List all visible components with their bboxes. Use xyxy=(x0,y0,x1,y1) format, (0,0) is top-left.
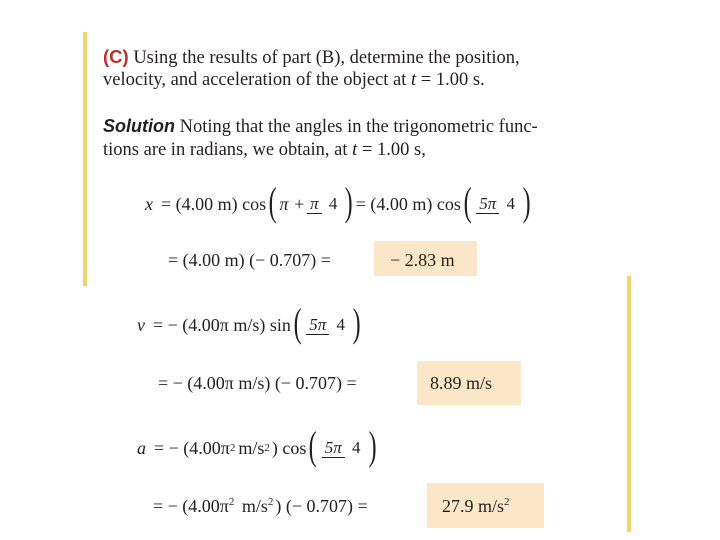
part-label: (C) xyxy=(103,46,129,67)
position-equation: x = (4.00 m) cos ( π + π 4 ) = (4.00 m) cos ( 5π 4 ) xyxy=(145,179,531,224)
right-paren: ) xyxy=(345,179,354,224)
position-answer: − 2.83 m xyxy=(390,250,455,270)
problem-line-1 xyxy=(103,46,520,69)
acceleration-variable: a xyxy=(137,437,146,458)
fraction-5pi-over-4: 5π 4 xyxy=(306,315,348,335)
velocity-equation: v = − (4.00π m/s) sin ( 5π 4 ) xyxy=(137,300,361,345)
problem-line-2: velocity, and acceleration of the object at t = 1.00 s. xyxy=(103,70,485,90)
fraction-pi-over-4: π 4 xyxy=(307,194,340,214)
time-symbol-2: t xyxy=(352,140,358,160)
solution-line-1 xyxy=(103,116,538,138)
velocity-variable: v xyxy=(137,314,145,335)
solution-text-1: Noting that the angles in the trigonometric func- xyxy=(179,117,538,137)
position-variable: x xyxy=(145,193,153,214)
solution-heading: Solution xyxy=(103,116,175,136)
left-accent-bar xyxy=(83,32,87,286)
acceleration-equation-line-2: = − ($4.00\pi^2$ $m/s^2$ ) (− 0.707) = xyxy=(153,496,368,516)
right-accent-bar xyxy=(627,276,631,532)
left-paren: ( xyxy=(268,179,277,224)
time-symbol: t xyxy=(411,70,417,90)
fraction-5pi-over-4: 5π 4 xyxy=(476,194,518,214)
acceleration-answer: 27.9 $m/s^2$ xyxy=(442,496,510,516)
position-equation-line-2: = (4.00 m) (− 0.707) = xyxy=(168,250,331,270)
velocity-answer: 8.89 m/s xyxy=(430,373,493,393)
problem-text-1: Using the results of part (B), determine the position, xyxy=(133,48,520,68)
solution-line-2: tions are in radians, we obtain, at t = 1.00 s, xyxy=(103,140,426,160)
velocity-equation-line-2: = − (4.00π m/s) (− 0.707) = xyxy=(158,373,357,393)
fraction-5pi-over-4: 5π 4 xyxy=(322,438,364,458)
acceleration-equation: a = − (4.00π 2 m/s 2 ) cos ( 5π 4 ) xyxy=(137,423,377,468)
